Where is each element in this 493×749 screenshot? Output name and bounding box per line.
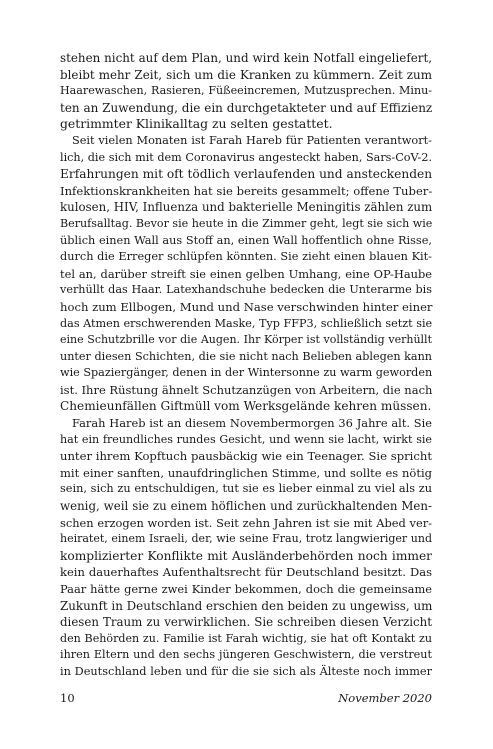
issue-date: November 2020 [338, 691, 432, 705]
text-line: in Deutschland leben und für die sie sich als Älteste noch immer [60, 664, 432, 678]
text-line: wie Spaziergänger, denen in der Wintersonne zu warm geworden [60, 366, 433, 380]
text-line: Seit vielen Monaten ist Farah Hareb für Patienten verantwort- [72, 133, 432, 147]
text-line: komplizierter Konflikte mit Ausländerbehörden noch immer [60, 548, 432, 563]
text-line: eine Schutzbrille vor die Augen. Ihr Körper ist vollständig verhüllt [60, 333, 432, 347]
text-line: das Atmen erschwerenden Maske, Typ FFP3, schließlich setzt sie [60, 316, 433, 330]
page-number: 10 [60, 691, 75, 705]
text-line: Berufsalltag. Bevor sie heute in die Zimmer geht, legt sie sich wie [60, 216, 433, 230]
text-line: den Behörden zu. Familie ist Farah wichtig, sie hat oft Kontakt zu [60, 631, 432, 645]
text-line: durch die Erreger schlüpfen könnten. Sie zieht einen blauen Kit- [60, 250, 432, 264]
text-line: Haarewaschen, Rasieren, Füßeeincremen, Mutzusprechen. Minu- [60, 84, 432, 98]
text-line: ihren Eltern und den sechs jüngeren Geschwistern, die verstreut [60, 648, 432, 662]
text-line: kulosen, HIV, Influenza und bakterielle Meningitis zählen zum [60, 200, 433, 215]
text-line: verhüllt das Haar. Latexhandschuhe bedecken die Unterarme bis [60, 283, 432, 297]
body-text [60, 50, 432, 681]
text-line: getrimmter Klinikalltag zu selten gestattet. [60, 116, 333, 132]
text-line: kein dauerhaftes Aufenthaltsrecht für Deutschland besitzt. Das [60, 565, 432, 580]
text-line: üblich einen Wall aus Stoff an, einen Wall hoffentlich ohne Risse, [60, 233, 432, 247]
text-line: hoch zum Ellbogen, Mund und Nase verschwinden hinter einer [60, 299, 433, 314]
text-line: stehen nicht auf dem Plan, und wird kein Notfall eingeliefert, [60, 51, 432, 65]
text-line: diesen Traum zu verwirklichen. Sie schreiben diesen Verzicht [60, 615, 432, 630]
text-line: Paar hätte gerne zwei Kinder bekommen, doch die gemeinsame [60, 582, 432, 596]
text-line: ist. Ihre Rüstung ähnelt Schutzanzügen von Arbeitern, die nach [60, 382, 433, 397]
text-line: bleibt mehr Zeit, sich um die Kranken zu kümmern. Zeit zum [60, 67, 432, 82]
text-line: sein, sich zu entschuldigen, tut sie es lieber einmal zu viel als zu [60, 482, 432, 496]
text-line: unter ihrem Kopftuch pausbäckig wie ein Teenager. Sie spricht [60, 449, 432, 464]
text-line: tel an, darüber streift sie einen gelben Umhang, eine OP-Haube [60, 266, 432, 281]
text-line: Farah Hareb ist an diesem Novembermorgen 36 Jahre alt. Sie [72, 416, 432, 431]
text-line: hat ein freundliches rundes Gesicht, und wenn sie lacht, wirkt sie [60, 432, 432, 446]
text-line: lich, die sich mit dem Coronavirus angesteckt haben, Sars-CoV-2. [60, 150, 432, 164]
text-line: heiratet, einem Israeli, der, wie seine Frau, trotz langwieriger und [60, 532, 432, 546]
text-line: unter diesen Schichten, die sie nicht nach Belieben ablegen kann [60, 349, 432, 363]
text-line: wenig, weil sie zu einem höflichen und zurückhaltenden Men- [60, 499, 432, 514]
text-line: schen erzogen worden ist. Seit zehn Jahren ist sie mit Abed ver- [60, 515, 432, 530]
text-line: Erfahrungen mit oft tödlich verlaufenden und ansteckenden [60, 167, 433, 182]
text-line: ten an Zuwendung, die ein durchgetakteter und auf Effizienz [60, 100, 433, 115]
text-line: mit einer sanften, unaufdringlichen Stimme, und sollte es nötig [60, 465, 432, 480]
text-line: Infektionskrankheiten hat sie bereits gesammelt; offene Tuber- [60, 183, 433, 198]
text-line: Zukunft in Deutschland erschien den beiden zu ungewiss, um [60, 598, 433, 613]
text-line: Chemieunfällen Giftmüll vom Werksgelände kehren müssen. [60, 399, 432, 414]
